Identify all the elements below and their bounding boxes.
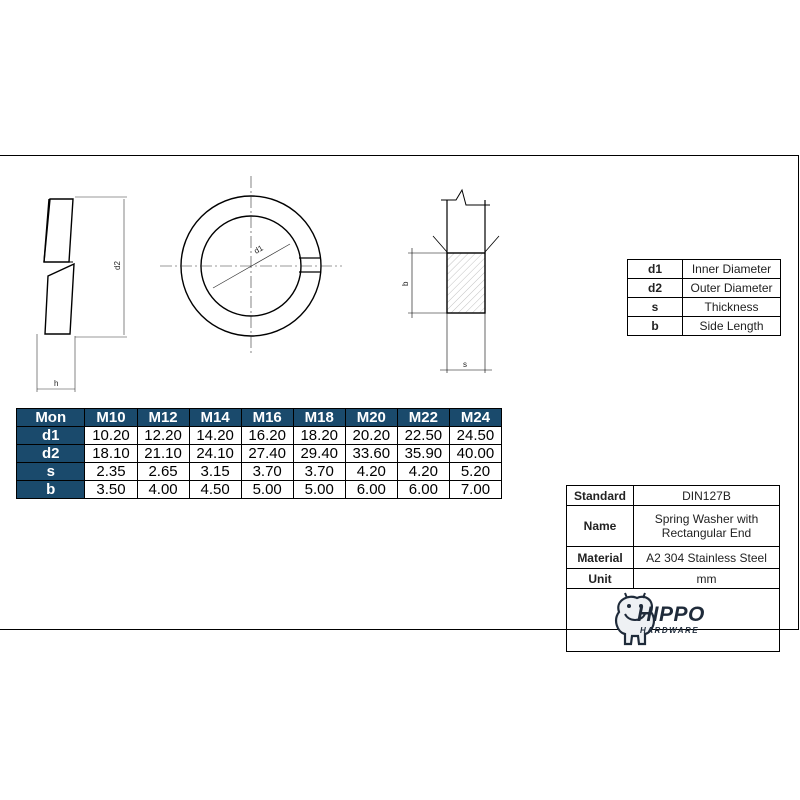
spec-cell: 40.00 bbox=[449, 445, 501, 463]
spec-cell: 22.50 bbox=[397, 427, 449, 445]
spec-column-header: M10 bbox=[85, 409, 137, 427]
spec-cell: 12.20 bbox=[137, 427, 189, 445]
spec-cell: 5.00 bbox=[241, 481, 293, 499]
spec-cell: 21.10 bbox=[137, 445, 189, 463]
spec-cell: 14.20 bbox=[189, 427, 241, 445]
dim-h-label: h bbox=[54, 379, 59, 388]
spec-row-d2 bbox=[17, 445, 502, 463]
spec-cell: 20.20 bbox=[345, 427, 397, 445]
info-row-material bbox=[567, 547, 780, 569]
legend-row bbox=[628, 279, 781, 298]
info-row-name bbox=[567, 506, 780, 547]
legend-row bbox=[628, 317, 781, 336]
spec-row-d1 bbox=[17, 427, 502, 445]
spec-cell: 7.00 bbox=[449, 481, 501, 499]
spec-row-header: b bbox=[17, 481, 85, 499]
info-label: Name bbox=[567, 506, 634, 547]
spec-cell: 2.35 bbox=[85, 463, 137, 481]
legend-value: Side Length bbox=[683, 317, 781, 336]
spec-cell: 3.50 bbox=[85, 481, 137, 499]
spec-column-header: M18 bbox=[293, 409, 345, 427]
spec-cell: 24.10 bbox=[189, 445, 241, 463]
info-value: mm bbox=[634, 569, 780, 589]
spec-cell: 18.20 bbox=[293, 427, 345, 445]
spec-row-s bbox=[17, 463, 502, 481]
spec-column-header: M22 bbox=[397, 409, 449, 427]
info-value: DIN127B bbox=[634, 486, 780, 506]
brand-logo bbox=[567, 589, 779, 651]
info-value: Spring Washer with Rectangular End bbox=[634, 506, 780, 547]
dim-s-label: s bbox=[463, 360, 467, 369]
spec-row-header: d2 bbox=[17, 445, 85, 463]
product-info-table bbox=[566, 485, 780, 652]
dim-d2-label: d2 bbox=[113, 261, 122, 270]
legend-value: Outer Diameter bbox=[683, 279, 781, 298]
legend-value: Inner Diameter bbox=[683, 260, 781, 279]
info-label: Material bbox=[567, 547, 634, 569]
side-view bbox=[44, 199, 74, 334]
spec-cell: 3.70 bbox=[293, 463, 345, 481]
spec-cell: 3.70 bbox=[241, 463, 293, 481]
spec-corner-header: Mon bbox=[17, 409, 85, 427]
spec-cell: 4.20 bbox=[345, 463, 397, 481]
section-view bbox=[408, 190, 499, 373]
spec-column-header: M24 bbox=[449, 409, 501, 427]
spec-cell: 6.00 bbox=[345, 481, 397, 499]
spec-cell: 3.15 bbox=[189, 463, 241, 481]
spec-cell: 2.65 bbox=[137, 463, 189, 481]
spec-column-header: M14 bbox=[189, 409, 241, 427]
legend-key: b bbox=[628, 317, 683, 336]
spec-cell: 16.20 bbox=[241, 427, 293, 445]
spec-cell: 4.00 bbox=[137, 481, 189, 499]
brand-logo-cell bbox=[567, 589, 780, 652]
spec-column-header: M20 bbox=[345, 409, 397, 427]
spec-cell: 18.10 bbox=[85, 445, 137, 463]
spec-column-header: M16 bbox=[241, 409, 293, 427]
info-row-logo bbox=[567, 589, 780, 652]
spec-header-row bbox=[17, 409, 502, 427]
info-label: Standard bbox=[567, 486, 634, 506]
spec-row-header: s bbox=[17, 463, 85, 481]
spec-cell: 5.20 bbox=[449, 463, 501, 481]
brand-subtitle: HARDWARE bbox=[640, 626, 700, 635]
info-value: A2 304 Stainless Steel bbox=[634, 547, 780, 569]
spec-column-header: M12 bbox=[137, 409, 189, 427]
legend-value: Thickness bbox=[683, 298, 781, 317]
legend-key: d1 bbox=[628, 260, 683, 279]
spec-cell: 6.00 bbox=[397, 481, 449, 499]
legend-row bbox=[628, 298, 781, 317]
brand-name: HIPPO bbox=[637, 603, 705, 626]
spec-cell: 10.20 bbox=[85, 427, 137, 445]
legend-key: d2 bbox=[628, 279, 683, 298]
legend-key: s bbox=[628, 298, 683, 317]
spec-row-header: d1 bbox=[17, 427, 85, 445]
spec-cell: 33.60 bbox=[345, 445, 397, 463]
info-row-unit bbox=[567, 569, 780, 589]
spec-cell: 24.50 bbox=[449, 427, 501, 445]
dimension-legend-table bbox=[627, 259, 781, 336]
size-spec-table bbox=[16, 408, 502, 499]
spec-cell: 35.90 bbox=[397, 445, 449, 463]
legend-row bbox=[628, 260, 781, 279]
front-view bbox=[160, 176, 342, 356]
info-label: Unit bbox=[567, 569, 634, 589]
dim-d1-label: d1 bbox=[252, 243, 265, 256]
spec-cell: 27.40 bbox=[241, 445, 293, 463]
spec-cell: 4.20 bbox=[397, 463, 449, 481]
spec-cell: 5.00 bbox=[293, 481, 345, 499]
info-row-standard bbox=[567, 486, 780, 506]
spec-row-b bbox=[17, 481, 502, 499]
dim-b-label: b bbox=[401, 281, 410, 286]
spec-cell: 4.50 bbox=[189, 481, 241, 499]
spec-cell: 29.40 bbox=[293, 445, 345, 463]
